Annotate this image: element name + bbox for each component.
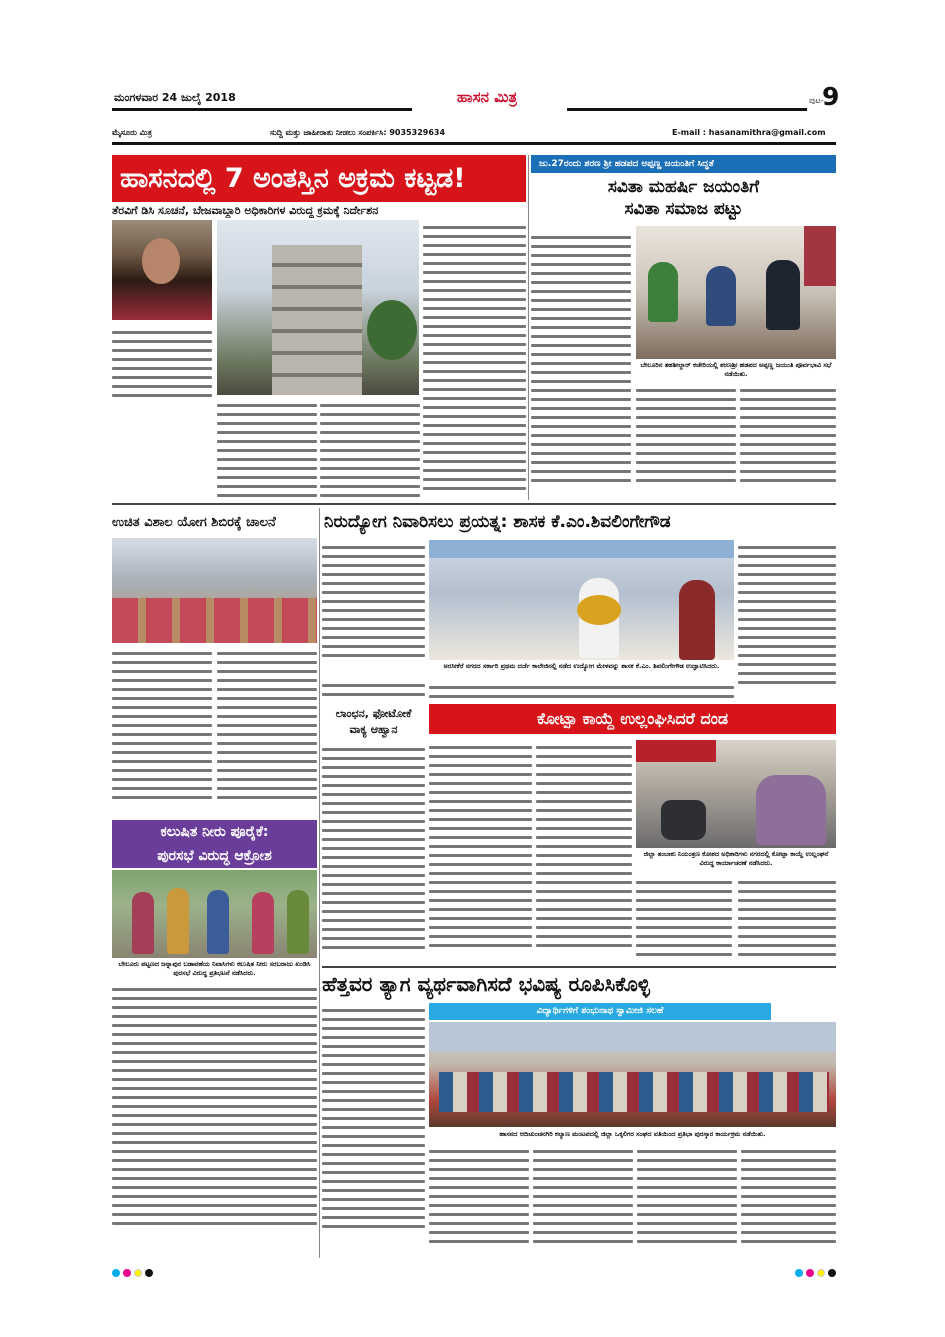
building-tree: [367, 300, 417, 360]
lead-headline-box: [112, 155, 526, 202]
students-row: [439, 1072, 829, 1112]
masthead-left-tag: ಮೈಸೂರು ಮಿತ್ರ: [112, 128, 152, 137]
kotpa-raid-photo: [636, 740, 836, 848]
job-fair-banner: [429, 540, 734, 558]
lead-column-4: [423, 220, 526, 503]
fee-notice-column: [322, 742, 425, 964]
savitha-headline-2: ಸವಿತಾ ಸಮಾಜ ಪಟ್ಟು: [624, 199, 743, 219]
sacrifice-column-3: [533, 1144, 633, 1254]
meeting-person-1: [648, 262, 678, 322]
dc-portrait-photo: [112, 220, 212, 320]
column-rule: [528, 155, 529, 500]
students-award-photo: [429, 1022, 836, 1127]
savitha-kicker-box: [531, 155, 836, 173]
kotpa-caption: ಜಿಲ್ಲಾ ತಂಬಾಕು ನಿಯಂತ್ರಣ ಕೋಶದ ಅಧಿಕಾರಿಗಳು ನಗರದಲ್ಲಿ ಕೋಟ್ಪಾ ಕಾಯ್ದೆ ಉಲ್ಲಂಘನೆ ವಿರುದ್ಧ ಕಾರ್ಯಾಚರಣೆ ನಡೆಸಿದರು.: [643, 850, 829, 867]
officer-group: [756, 775, 826, 845]
sacrifice-column-2: [429, 1144, 529, 1254]
registration-dot-yellow: [817, 1269, 825, 1277]
meeting-person-3: [766, 260, 800, 330]
savitha-kicker: ಜು.27ರಂದು ಶರಣ ಶ್ರೀ ಹಡಪದ ಅಪ್ಪಣ್ಣ ಜಯಂತಿಗೆ ಸಿದ್ಧತೆ: [539, 159, 714, 169]
savitha-column-3: [740, 383, 836, 495]
savitha-column-1: [531, 230, 631, 495]
water-column: [112, 982, 317, 1250]
protester-3: [207, 890, 229, 954]
section-rule: [112, 503, 836, 505]
job-fair-garland: [577, 595, 621, 625]
fee-notice-headline: ಲಾಂಛನ, ಫೋಟೋಕೆ: [335, 707, 412, 720]
protester-4: [252, 892, 274, 954]
yoga-camp-photo: [112, 538, 317, 643]
registration-dot-magenta: [806, 1269, 814, 1277]
kotpa-column-4: [738, 875, 836, 965]
sacrifice-kicker: ವಿದ್ಯಾರ್ಥಿಗಳಿಗೆ ಶಂಭುನಾಥ ಸ್ವಾಮೀಜಿ ಸಲಹೆ: [536, 1006, 664, 1016]
registration-dot-cyan: [795, 1269, 803, 1277]
masthead-rule-left: [112, 108, 412, 111]
protester-5: [287, 890, 309, 954]
registration-dot-black: [828, 1269, 836, 1277]
kotpa-column-3: [636, 875, 732, 965]
kotpa-headline-box: [429, 704, 836, 734]
water-protest-photo: [112, 870, 317, 958]
unemployment-column-3: [322, 678, 425, 702]
page-label: ಪುಟ-: [809, 96, 824, 105]
fee-notice-heading: [322, 706, 425, 740]
water-headline-box: [112, 820, 317, 868]
unemployment-column-4: [429, 680, 734, 702]
registration-dots-left: [112, 1262, 156, 1281]
masthead-contact: ಸುದ್ದಿ ಮತ್ತು ಜಾಹೀರಾತು ನೀಡಲು ಸಂಪರ್ಕಿಸಿ: 9035329634: [270, 128, 446, 137]
registration-dot-yellow: [134, 1269, 142, 1277]
job-fair-photo: [429, 540, 734, 660]
lead-column-2: [217, 398, 317, 503]
registration-dot-black: [145, 1269, 153, 1277]
savitha-headline-box: [531, 176, 836, 224]
unemployment-column-2: [738, 540, 836, 700]
yoga-column-2: [217, 646, 317, 816]
sacrifice-column-4: [637, 1144, 737, 1254]
section-rule: [322, 966, 836, 968]
sacrifice-column-5: [741, 1144, 836, 1254]
unemployment-caption: ಅರಸೀಕೆರೆ ನಗರದ ಸರ್ಕಾರಿ ಪ್ರಥಮ ದರ್ಜೆ ಕಾಲೇಜಿನಲ್ಲಿ ನಡೆದ ಉದ್ಯೋಗ ಮೇಳವನ್ನು ಶಾಸಕ ಕೆ.ಎಂ. ಶಿವಲಿಂಗೇಗೌಡ ಉದ್ಘಾಟಿಸಿದರು.: [443, 662, 720, 670]
fee-notice-subhead: ವಾಕ್ಯ ಆಹ್ವಾನ: [349, 723, 398, 736]
water-headline-2: ಪುರಸಭೆ ವಿರುದ್ಧ ಆಕ್ರೋಶ: [157, 848, 272, 864]
savitha-meeting-photo: [636, 226, 836, 359]
masthead-rule-right: [567, 108, 807, 111]
shop-signboard: [636, 740, 716, 762]
building-structure: [272, 245, 362, 395]
portrait-face: [142, 238, 180, 284]
savitha-column-2: [636, 383, 736, 495]
kotpa-column-1: [429, 740, 532, 965]
water-headline-1: ಕಲುಷಿತ ನೀರು ಪೂರೈಕೆ:: [160, 824, 269, 840]
savitha-caption: ಬೇಲೂರಿನ ತಹಶೀಲ್ದಾರ್ ಕಚೇರಿಯಲ್ಲಿ ಶರಣಶ್ರೀ ಹಡಪದ ಅಪ್ಪಣ್ಣ ಜಯಂತಿ ಪೂರ್ವಭಾವಿ ಸಭೆ ನಡೆಯಿತು.: [640, 361, 832, 378]
illegal-building-photo: [217, 220, 419, 395]
sacrifice-caption: ಹಾಸನದ ಆದಿಚುಂಚನಗಿರಿ ಕಲ್ಯಾಣ ಮಂಟಪದಲ್ಲಿ ಜಿಲ್ಲಾ ಒಕ್ಕಲಿಗರ ಸಂಘದ ವತಿಯಿಂದ ಪ್ರತಿಭಾ ಪುರಸ್ಕಾರ ಕಾರ್ಯಕ್ರಮ ನಡೆಯಿತು.: [499, 1130, 766, 1138]
lead-column-1: [112, 325, 212, 400]
masthead-date: ಮಂಗಳವಾರ 24 ಜುಲೈ 2018: [114, 91, 236, 104]
page-number: 9: [822, 82, 840, 111]
unemployment-headline: ನಿರುದ್ಯೋಗ ನಿವಾರಿಸಲು ಪ್ರಯತ್ನ: ಶಾಸಕ ಕೆ.ಎಂ.ಶಿವಲಿಂಗೇಗೌಡ: [324, 512, 671, 532]
savitha-headline-1: ಸವಿತಾ ಮಹರ್ಷಿ ಜಯಂತಿಗೆ: [607, 177, 760, 197]
yoga-mats: [112, 598, 317, 643]
protester-1: [132, 892, 154, 954]
registration-dot-cyan: [112, 1269, 120, 1277]
kotpa-headline: ಕೋಟ್ಪಾ ಕಾಯ್ದೆ ಉಲ್ಲಂಘಿಸಿದರೆ ದಂಡ: [536, 709, 729, 728]
job-fair-person-right: [679, 580, 715, 660]
scooter: [661, 800, 706, 840]
masthead-title: ಹಾಸನ ಮಿತ್ರ: [456, 88, 518, 106]
registration-dot-magenta: [123, 1269, 131, 1277]
unemployment-column-1: [322, 540, 425, 675]
lead-headline: ಹಾಸನದಲ್ಲಿ 7 ಅಂತಸ್ತಿನ ಅಕ್ರಮ ಕಟ್ಟಡ!: [120, 163, 466, 194]
sacrifice-headline: ಹೆತ್ತವರ ತ್ಯಾಗ ವ್ಯರ್ಥವಾಗಿಸದೆ ಭವಿಷ್ಯ ರೂಪಿಸಿಕೊಳ್ಳಿ: [322, 972, 650, 996]
masthead: [112, 82, 840, 148]
meeting-curtain: [804, 226, 836, 286]
kotpa-column-2: [536, 740, 632, 965]
yoga-headline: ಉಚಿತ ವಿಶಾಲ ಯೋಗ ಶಿಬಿರಕ್ಕೆ ಚಾಲನೆ: [112, 515, 276, 530]
registration-dots-right: [795, 1262, 839, 1281]
lead-column-3: [320, 398, 420, 503]
sacrifice-column-1: [322, 1003, 425, 1253]
masthead-email: E-mail : hasanamithra@gmail.com: [672, 128, 826, 137]
meeting-person-2: [706, 266, 736, 326]
sacrifice-kicker-box: [429, 1003, 771, 1020]
water-caption: ಬೇಲೂರು ಪಟ್ಟಣದ ಜನ್ನಾಪುರ ಬಡಾವಣೆಯ ನಿವಾಸಿಗಳು ಕಲುಷಿತ ನೀರು ಸರಬರಾಜು ಖಂಡಿಸಿ ಪುರಸಭೆ ವಿರುದ್ಧ ಪ್ರತಿಭಟನೆ ನಡೆಸಿದರು.: [118, 960, 311, 977]
protester-2: [167, 888, 189, 954]
column-rule: [319, 508, 320, 1258]
stage-backdrop: [429, 1022, 836, 1052]
lead-subheadline: ತೆರವಿಗೆ ಡಿಸಿ ಸೂಚನೆ, ಬೇಜವಾಬ್ದಾರಿ ಅಧಿಕಾರಿಗಳ ವಿರುದ್ಧ ಕ್ರಮಕ್ಕೆ ನಿರ್ದೇಶನ: [112, 204, 379, 217]
masthead-underline: [112, 142, 836, 145]
yoga-column-1: [112, 646, 212, 816]
